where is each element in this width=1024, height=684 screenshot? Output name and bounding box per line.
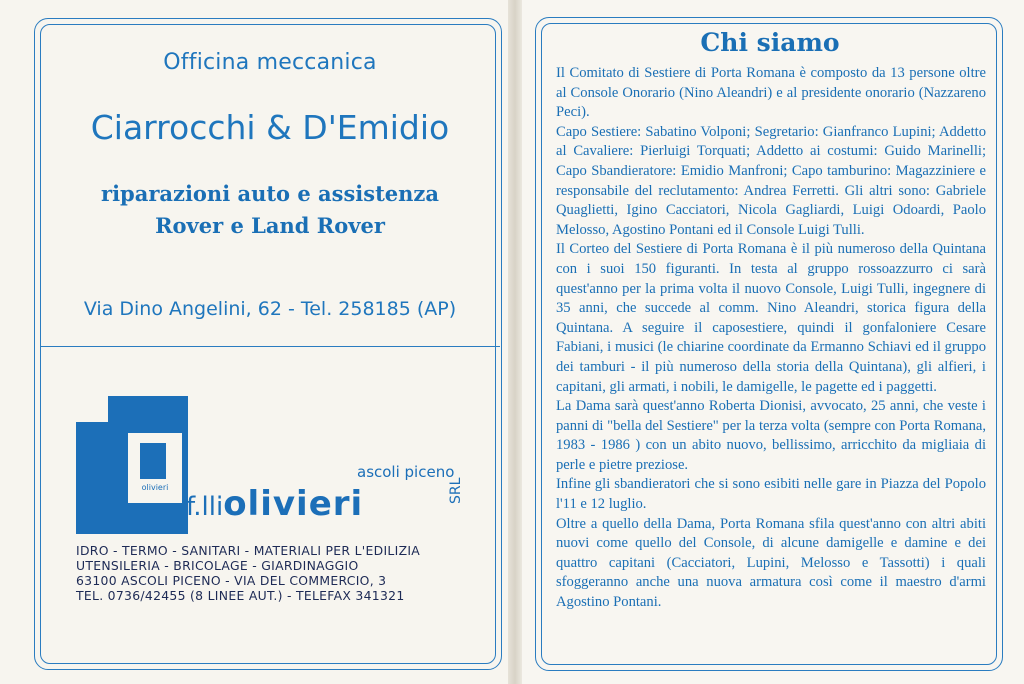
paragraph: Il Comitato di Sestiere di Porta Romana è composto da 13 persone oltre al Console Onorario (Nino Aleandri) e al presidente onorario (Nazzareno Peci). — [556, 65, 986, 121]
paragraph: Il Corteo del Sestiere di Porta Romana è il più numeroso della Quintana con i suoi 150 figuranti. In testa al gruppo rossoazzurro ci sarà quest'anno per la prima volta il nuovo Console, Luigi Tulli, ingegnere di 35 anni, che succede al comm. Nino Aleandri, storica figura della Quintana. A seguire il caposestiere, quindi il gonfaloniere Cesare Fabiani, i musici (le chiarine coordinate da Ermanno Schiavi ed il gruppo dei tamburi - il più numeroso della storia della Quintana), gli alfieri, i capitani, gli armati, i nobili, le damigelle, le pagette ed i paggetti. — [556, 241, 986, 395]
logo-window-inner — [140, 443, 166, 479]
page-title: Chi siamo — [700, 28, 840, 57]
paragraph: Infine gli sbandieratori che si sono esibiti nelle gare in Piazza del Popolo l'11 e 12 luglio. — [556, 476, 986, 513]
ad1-company-name: Ciarrocchi & D'Emidio — [90, 108, 450, 147]
ad2-line-4: TEL. 0736/42455 (8 LINEE AUT.) - TELEFAX 341321 — [76, 588, 405, 603]
logo-small-text: olivieri — [141, 483, 169, 492]
ad2-line-3: 63100 ASCOLI PICENO - VIA DEL COMMERCIO, 3 — [76, 573, 387, 588]
ad2-line-2: UTENSILERIA - BRICOLAGE - GIARDINAGGIO — [76, 558, 359, 573]
brand-prefix: f.lli — [186, 492, 224, 522]
brand-city: ascoli piceno — [357, 463, 455, 481]
page-gutter — [508, 0, 522, 684]
ad1-business-type: Officina meccanica — [163, 50, 377, 75]
brand-suffix: SRL — [448, 477, 464, 504]
ad1-brands: Rover e Land Rover — [155, 213, 385, 238]
ad1-services: riparazioni auto e assistenza — [101, 181, 439, 206]
ad2-line-1: IDRO - TERMO - SANITARI - MATERIALI PER L'EDILIZIA — [76, 543, 421, 558]
brand-main: olivieri — [223, 484, 364, 524]
ad1-address: Via Dino Angelini, 62 - Tel. 258185 (AP) — [83, 298, 457, 320]
ad-divider — [40, 346, 500, 347]
paragraph: La Dama sarà quest'anno Roberta Dionisi, avvocato, 25 anni, che veste i panni di "bella del Sestiere" per la terza volta (sempre con Porta Romana, 1983 - 1986 ) con un abito nuovo, bellissimo, arricchito da migliaia di perle e pietre preziose. — [556, 398, 986, 473]
paragraph: Capo Sestiere: Sabatino Volponi; Segretario: Gianfranco Lupini; Addetto al Cavaliere: Pierluigi Torquati; Addetto ai costumi: Guido Marinelli; Capo Sbandieratore: Emidio Manfroni; Capo tamburino: Magazziniere e responsabile del reclutamento: Andrea Ferretti. Gli altri sono: Gabriele Quaglietti, Igino Cacciatori, Nicola Gagliardi, Luigi Odoardi, Paolo Melosso, Agostino Pontani ed il Console Luigi Tulli. — [556, 123, 986, 238]
logo-window — [128, 433, 182, 503]
brand-name — [186, 484, 363, 524]
article-body — [556, 64, 986, 613]
paragraph: Oltre a quello della Dama, Porta Romana sfila quest'anno con altri abiti nuovi come quello del Console, di alcune damigelle e damine e dei quattro capitani (Cacciatori, Lupini, Melosso e Tassotti) i quali sfoggeranno anche una nuova armatura così come il maestro d'armi Agostino Pontani. — [556, 515, 986, 611]
